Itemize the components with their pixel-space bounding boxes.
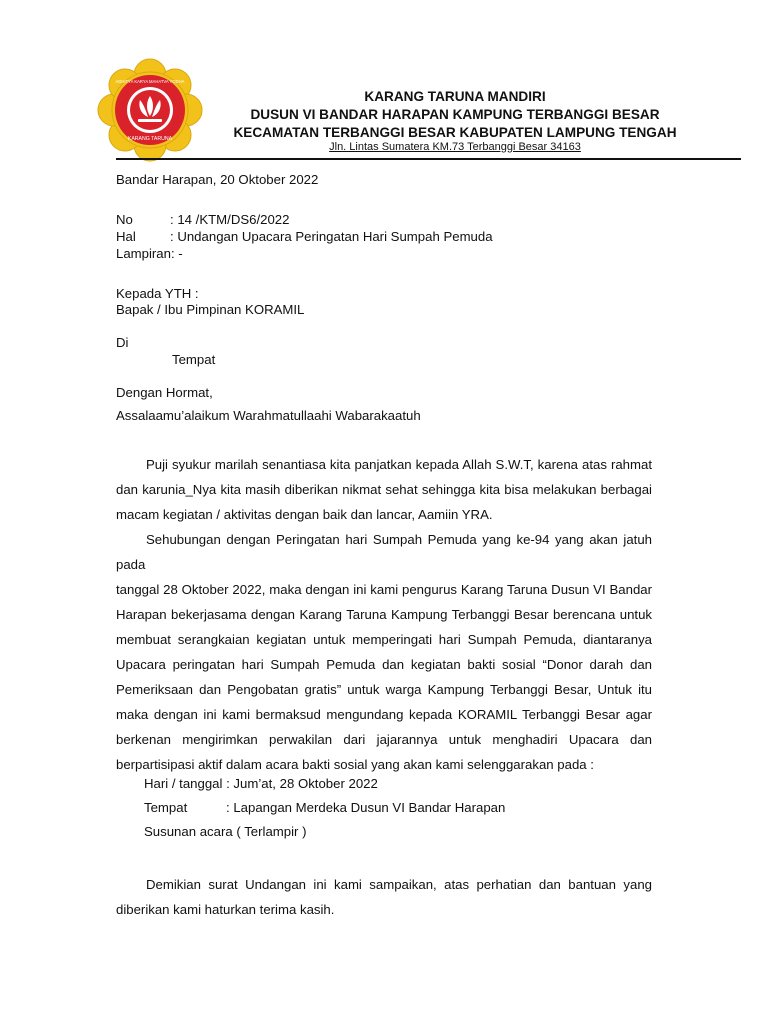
recipient-di: Di [116,335,129,350]
recipient-tempat: Tempat [172,352,216,367]
greeting-hormat: Dengan Hormat, [116,385,213,400]
meta-lampiran-value: : - [170,246,183,261]
meta-hal-label: Hal [116,229,136,244]
karang-taruna-logo [96,58,204,162]
body-p2-line: membuat serangkaian kegiatan untuk memperingati hari Sumpah Pemuda, diantaranya [116,632,652,647]
closing-paragraph [116,872,652,922]
org-name: KARANG TARUNA MANDIRI [364,89,546,104]
body-paragraph-2 [116,527,652,777]
meta-hal-value: : Undangan Upacara Peringatan Hari Sumpah Pemuda [170,229,493,244]
body-p2-line: berpartisipasi aktif dalam acara bakti sosial yang akan kami selenggarakan pada : [116,757,594,772]
letterhead-divider [116,158,741,160]
event-tempat [144,800,505,815]
event-susunan: Susunan acara ( Terlampir ) [144,824,307,839]
logo-bottom-text: KARANG TARUNA [127,136,173,142]
body-p2-line: Upacara peringatan hari Sumpah Pemuda dan kegiatan bakti sosial “Donor darah dan [116,657,652,672]
org-kecamatan: KECAMATAN TERBANGGI BESAR KABUPATEN LAMPUNG TENGAH [233,125,677,140]
closing-line: Demikian surat Undangan ini kami sampaikan, atas perhatian dan bantuan yang [146,877,652,892]
meta-lampiran-label: Lampiran [116,246,171,261]
body-p1-line: macam kegiatan / aktivitas dengan baik dan lancar, Aamiin YRA. [116,507,493,522]
body-p1-line: Puji syukur marilah senantiasa kita panjatkan kepada Allah S.W.T, karena atas rahmat [146,457,652,472]
event-hari [144,776,378,791]
body-p2-line: berkenan mengirimkan perwakilan dari jajarannya untuk menghadiri Upacara dan [116,732,652,747]
event-tempat-label: Tempat [144,800,188,815]
meta-hal [116,229,493,244]
body-p2-line: Harapan bekerjasama dengan Karang Taruna Kampung Terbanggi Besar berencana untuk [116,607,652,622]
event-hari-value: : Jum’at, 28 Oktober 2022 [226,776,378,791]
body-paragraph-1 [116,452,652,527]
org-address: Jln. Lintas Sumatera KM.73 Terbanggi Besar 34163 [329,141,581,153]
date-line: Bandar Harapan, 20 Oktober 2022 [116,172,319,187]
meta-no [116,212,289,227]
org-dusun: DUSUN VI BANDAR HARAPAN KAMPUNG TERBANGGI BESAR [250,107,660,122]
greeting-salam: Assalaamu’alaikum Warahmatullaahi Wabarakaatuh [116,408,421,423]
meta-lampiran [116,246,183,261]
meta-no-value: : 14 /KTM/DS6/2022 [170,212,290,227]
body-p2-line: tanggal 28 Oktober 2022, maka dengan ini kami pengurus Karang Taruna Dusun VI Bandar [116,582,652,597]
body-p2-line: Sehubungan dengan Peringatan hari Sumpah Pemuda yang ke-94 yang akan jatuh pada [116,532,652,572]
body-p2-line: maka dengan ini kami bermaksud mengundang kepada KORAMIL Terbanggi Besar agar [116,707,652,722]
recipient-name: Bapak / Ibu Pimpinan KORAMIL [116,302,305,317]
body-p1-line: dan karunia_Nya kita masih diberikan nikmat sehat sehingga kita bisa melakukan berbagai [116,482,652,497]
event-tempat-value: : Lapangan Merdeka Dusun VI Bandar Harapan [226,800,506,815]
meta-no-label: No [116,212,133,227]
closing-line: diberikan kami haturkan terima kasih. [116,902,335,917]
event-hari-label: Hari / tanggal [144,776,223,791]
recipient-kepada: Kepada YTH : [116,286,199,301]
body-p2-line: Pemeriksaan dan Pengobatan gratis” untuk warga Kampung Terbanggi Besar, Untuk itu [116,682,652,697]
logo-top-text: ADHITYA KARYA MAHATVA YODHA [115,79,185,84]
